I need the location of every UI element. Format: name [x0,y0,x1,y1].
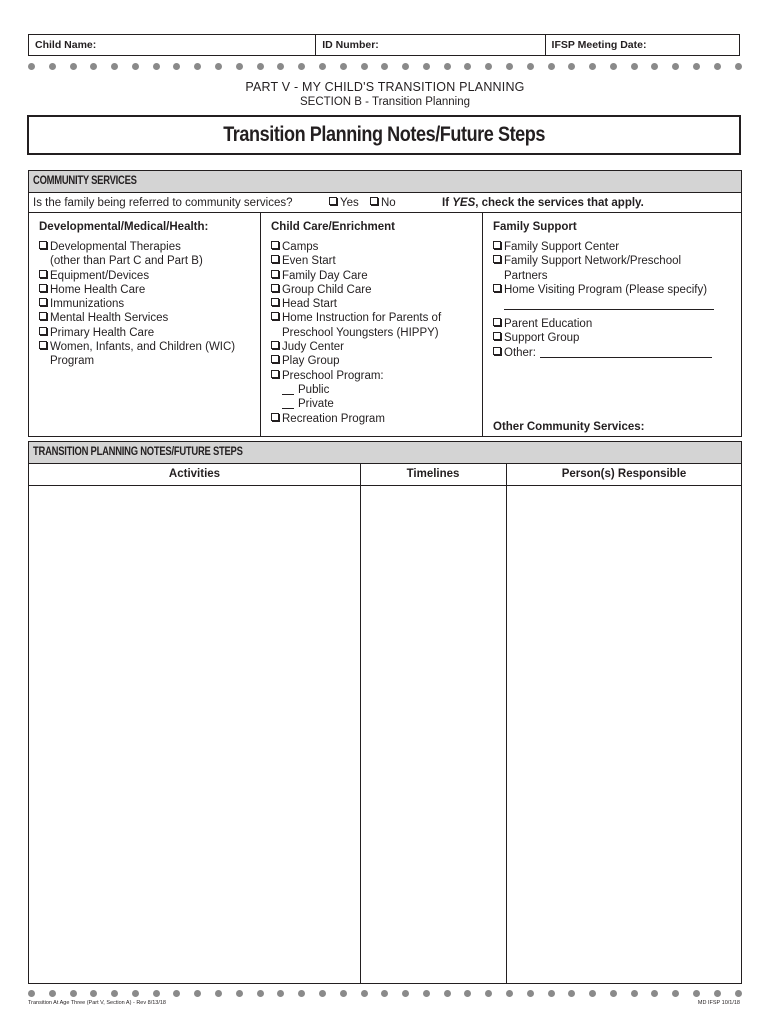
divider-dot [548,990,555,997]
divider-dot [70,990,77,997]
divider-dot [631,990,638,997]
checkbox-icon[interactable] [271,298,279,306]
other-community-services-heading: Other Community Services: [493,421,645,433]
service-label: Equipment/Devices [50,269,150,282]
divider-dot [506,990,513,997]
column-heading: Developmental/Medical/Health: [39,221,209,233]
service-item[interactable] [271,354,441,368]
checkbox-icon[interactable] [271,341,279,349]
checkbox-icon[interactable] [271,255,279,263]
service-item[interactable] [493,254,714,268]
divider-dot [402,63,409,70]
service-item[interactable] [271,269,441,283]
divider-dot [631,63,638,70]
divider-dot [257,990,264,997]
service-item[interactable] [39,297,235,311]
service-item[interactable] [271,311,441,325]
divider-dot [610,63,617,70]
divider-dot [49,63,56,70]
service-label: Immunizations [50,298,125,311]
divider-dot [527,63,534,70]
persons-responsible-cell[interactable] [507,486,741,983]
timelines-column-title: Timelines [406,468,460,480]
id-number-field[interactable]: ID Number: [316,35,545,55]
divider-dot [277,63,284,70]
service-label: Group Child Care [282,283,372,296]
checkbox-icon [370,197,378,205]
divider-dot [215,990,222,997]
service-item[interactable] [493,331,714,345]
divider-dot [381,63,388,70]
service-label: (other than Part C and Part B) [50,255,203,268]
service-label: Even Start [282,255,336,268]
checkbox-icon[interactable] [493,332,501,340]
divider-dot [319,990,326,997]
if-yes-instruction [442,197,644,209]
service-label: Partners [504,269,548,282]
divider-dot [506,63,513,70]
child-name-field[interactable]: Child Name: [29,35,316,55]
divider-dot [28,63,35,70]
service-label: Home Instruction for Parents of [282,312,442,325]
family-support-column [483,213,741,437]
service-item[interactable] [271,412,441,426]
checkbox-icon[interactable] [271,370,279,378]
service-label: Public [298,383,330,396]
activities-column-title: Activities [168,468,221,480]
if-yes-suffix: , check the services that apply. [475,197,644,209]
checkbox-icon[interactable] [271,413,279,421]
divider-dot [735,63,742,70]
service-label: Program [50,355,95,368]
divider-dot [714,63,721,70]
service-item[interactable] [493,346,714,360]
checkbox-icon[interactable] [271,241,279,249]
service-label: Preschool Youngsters (HIPPY) [282,326,439,339]
service-item[interactable] [39,283,235,297]
divider-dot [464,990,471,997]
community-services-header [29,171,741,193]
divider-dot [340,63,347,70]
divider-dot [485,63,492,70]
service-item[interactable] [271,240,441,254]
referral-question-row [29,193,741,213]
divider-dot [423,63,430,70]
column-heading: Family Support [493,221,577,233]
service-item [493,269,714,283]
divider-dot [423,990,430,997]
persons-responsible-column-title: Person(s) Responsible [561,468,687,480]
service-list [493,240,714,360]
service-label: Developmental Therapies [50,241,181,253]
divider-dot [173,63,180,70]
divider-dot [693,63,700,70]
community-services-box [28,170,742,437]
service-item[interactable] [493,317,714,331]
checkbox-icon[interactable] [271,355,279,363]
divider-dot [485,990,492,997]
checkbox-icon[interactable] [39,341,47,349]
main-title-box [27,115,741,155]
checkbox-icon[interactable] [39,284,47,292]
divider-dot [49,990,56,997]
checkbox-icon[interactable] [39,298,47,306]
divider-dot [153,990,160,997]
divider-dot [568,990,575,997]
service-label: Judy Center [282,341,345,354]
checkbox-icon [329,197,337,205]
service-label: Family Day Care [282,269,368,282]
service-label: Women, Infants, and Children (WIC) [50,341,236,354]
specify-line[interactable] [504,297,714,310]
divider-dot [236,63,243,70]
service-item[interactable] [271,254,441,268]
divider-dot [527,990,534,997]
divider-dot [340,990,347,997]
service-item [39,354,235,368]
service-item[interactable] [271,297,441,311]
no-checkbox[interactable] [370,197,396,209]
service-item [271,326,441,340]
part-title: PART V - MY CHILD'S TRANSITION PLANNING [245,80,525,94]
checkbox-icon[interactable] [493,241,501,249]
service-item[interactable] [39,326,235,340]
divider-dot [298,990,305,997]
service-item[interactable] [271,340,441,354]
divider-dot [319,63,326,70]
service-item [271,397,441,411]
divider-dot [589,63,596,70]
notes-heading: TRANSITION PLANNING NOTES/FUTURE STEPS [33,446,243,458]
divider-dot [257,63,264,70]
checkbox-icon[interactable] [271,284,279,292]
divider-dot [402,990,409,997]
divider-dot [651,63,658,70]
divider-dot [70,63,77,70]
divider-dot [361,63,368,70]
divider-dot [173,990,180,997]
service-label: Head Start [282,298,337,311]
checkbox-icon[interactable] [493,255,501,263]
divider-dot [90,63,97,70]
main-title: Transition Planning Notes/Future Steps [223,123,545,146]
checkbox-icon[interactable] [271,312,279,320]
divider-dot [215,63,222,70]
notes-header [29,442,741,464]
yes-checkbox[interactable] [329,197,359,209]
service-label: Parent Education [504,318,593,331]
checkbox-icon[interactable] [493,318,501,326]
checkbox-icon[interactable] [271,270,279,278]
service-item[interactable] [39,340,235,354]
notes-column-titles [29,464,741,486]
checkbox-icon[interactable] [39,270,47,278]
if-yes-emphasis: YES [452,197,476,209]
divider-dot [568,63,575,70]
fill-in-blank[interactable] [282,394,294,395]
divider-dot [277,990,284,997]
service-label: Home Visiting Program (Please specify) [504,283,708,296]
service-label: Other: [504,346,536,359]
referral-question: Is the family being referred to community services? [33,197,293,209]
service-item[interactable] [493,283,714,297]
column-heading: Child Care/Enrichment [271,221,395,233]
divider-dot [236,990,243,997]
divider-dot [444,63,451,70]
divider-dot [693,990,700,997]
footer-revision: Transition At Age Three (Part V, Section A) - Rev 8/13/18 [28,1000,166,1006]
divider-dot [444,990,451,997]
divider-dot [651,990,658,997]
footer-form-id: MD IFSP 10/1/18 [697,1000,740,1006]
child-care-enrichment-column [261,213,483,437]
divider-dot [548,63,555,70]
divider-dot [610,990,617,997]
service-label: Family Support Network/Preschool [504,255,682,268]
service-label: Mental Health Services [50,312,169,325]
checkbox-icon[interactable] [39,327,47,335]
divider-dot [132,990,139,997]
service-label: Primary Health Care [50,326,155,339]
service-list [39,240,235,369]
divider-dot [672,990,679,997]
if-yes-prefix: If [442,197,453,209]
divider-dot [464,63,471,70]
service-list [271,240,441,426]
divider-dot [672,63,679,70]
service-item[interactable] [271,369,441,383]
divider-dot [111,63,118,70]
service-label: Private [298,398,334,411]
section-title: SECTION B - Transition Planning [299,96,470,108]
service-label: Preschool Program: [282,369,384,382]
dot-divider-bottom [28,988,742,998]
other-fill-line[interactable] [540,357,712,358]
divider-dot [194,63,201,70]
divider-dot [714,990,721,997]
yes-label: Yes [340,197,359,209]
checkbox-icon[interactable] [39,241,47,249]
service-item[interactable] [271,283,441,297]
service-label: Play Group [282,355,340,368]
checkbox-icon[interactable] [493,284,501,292]
divider-dot [381,990,388,997]
service-label: Family Support Center [504,241,620,253]
service-item [493,297,714,317]
checkbox-icon[interactable] [39,312,47,320]
service-item[interactable] [39,240,235,254]
checkbox-icon[interactable] [493,347,501,355]
timelines-cell[interactable] [361,486,506,983]
service-item[interactable] [39,269,235,283]
divider-dot [28,990,35,997]
service-item[interactable] [493,240,714,254]
divider-dot [589,990,596,997]
service-item [39,254,235,268]
no-label: No [381,197,396,209]
divider-dot [298,63,305,70]
service-item[interactable] [39,311,235,325]
divider-dot [194,990,201,997]
service-label: Support Group [504,332,580,345]
developmental-medical-health-column [29,213,261,437]
service-label: Recreation Program [282,412,385,425]
divider-dot [132,63,139,70]
community-services-heading: COMMUNITY SERVICES [33,175,137,187]
header-info-row [28,34,740,56]
divider-dot [735,990,742,997]
divider-dot [90,990,97,997]
service-label: Home Health Care [50,283,146,296]
ifsp-meeting-date-field[interactable]: IFSP Meeting Date: [551,39,647,51]
divider-dot [153,63,160,70]
service-item [271,383,441,397]
dot-divider-top [28,61,742,71]
divider-dot [361,990,368,997]
activities-cell[interactable] [29,486,360,983]
transition-notes-table [28,441,742,984]
fill-in-blank[interactable] [282,408,294,409]
service-label: Camps [282,241,319,253]
divider-dot [111,990,118,997]
